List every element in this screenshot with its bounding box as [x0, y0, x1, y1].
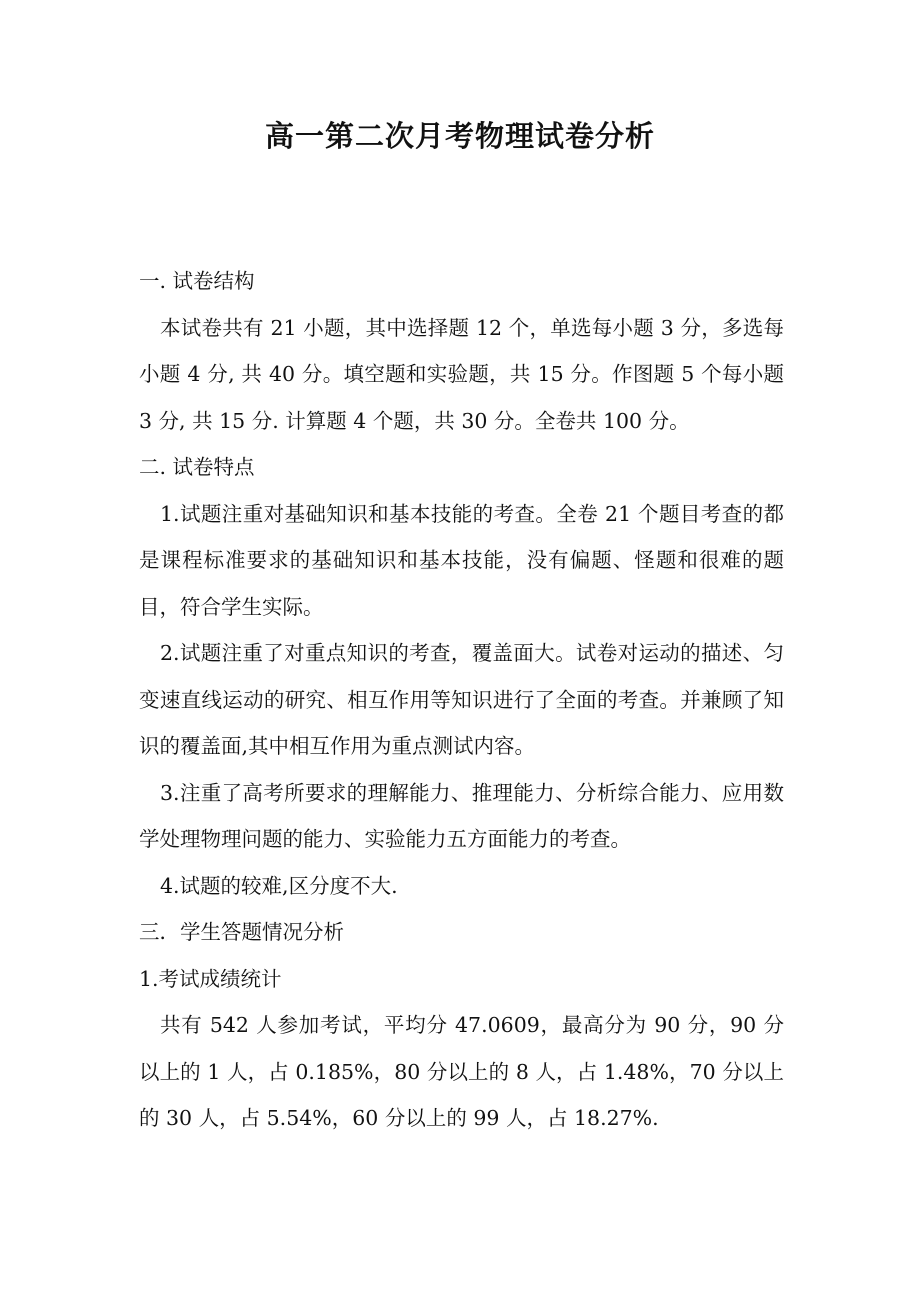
- feature-item-2: 2.试题注重了对重点知识的考查，覆盖面大。试卷对运动的描述、匀变速直线运动的研究、相互作用等知识进行了全面的考查。并兼顾了知识的覆盖面,其中相互作用为重点测试内容。: [139, 641, 784, 758]
- feature-item-1: 1.试题注重对基础知识和基本技能的考查。全卷 21 个题目考查的都是课程标准要求的基础知识和基本技能，没有偏题、怪题和很难的题目，符合学生实际。: [139, 501, 784, 619]
- score-stats-paragraph: 共有 542 人参加考试，平均分 47.0609，最高分为 90 分，90 分以上的 1 人，占 0.185%，80 分以上的 8 人，占 1.48%，70 分以上的 30 人，占 5.54%，60 分以上的 99 人，占 18.27%.: [139, 1013, 784, 1130]
- structure-paragraph: 本试卷共有 21 小题，其中选择题 12 个，单选每小题 3 分，多选每小题 4 分, 共 40 分。填空题和实验题，共 15 分。作图题 5 个每小题 3 分, 共 15 分. 计算题 4 个题，共 30 分。全卷共 100 分。: [139, 315, 784, 433]
- section-heading-structure: 一. 试卷结构: [139, 269, 255, 293]
- feature-item-4: 4.试题的较难,区分度不大.: [160, 873, 398, 898]
- subsection-heading-score-stats: 1.考试成绩统计: [139, 966, 282, 991]
- feature-item-3: 3.注重了高考所要求的理解能力、推理能力、分析综合能力、应用数学处理物理问题的能力、实验能力五方面能力的考查。: [139, 780, 784, 851]
- document-body: [139, 258, 784, 1142]
- section-heading-analysis: 三．学生答题情况分析: [139, 920, 344, 944]
- document-title: 高一第二次月考物理试卷分析: [264, 119, 655, 153]
- section-heading-features: 二. 试卷特点: [139, 455, 255, 479]
